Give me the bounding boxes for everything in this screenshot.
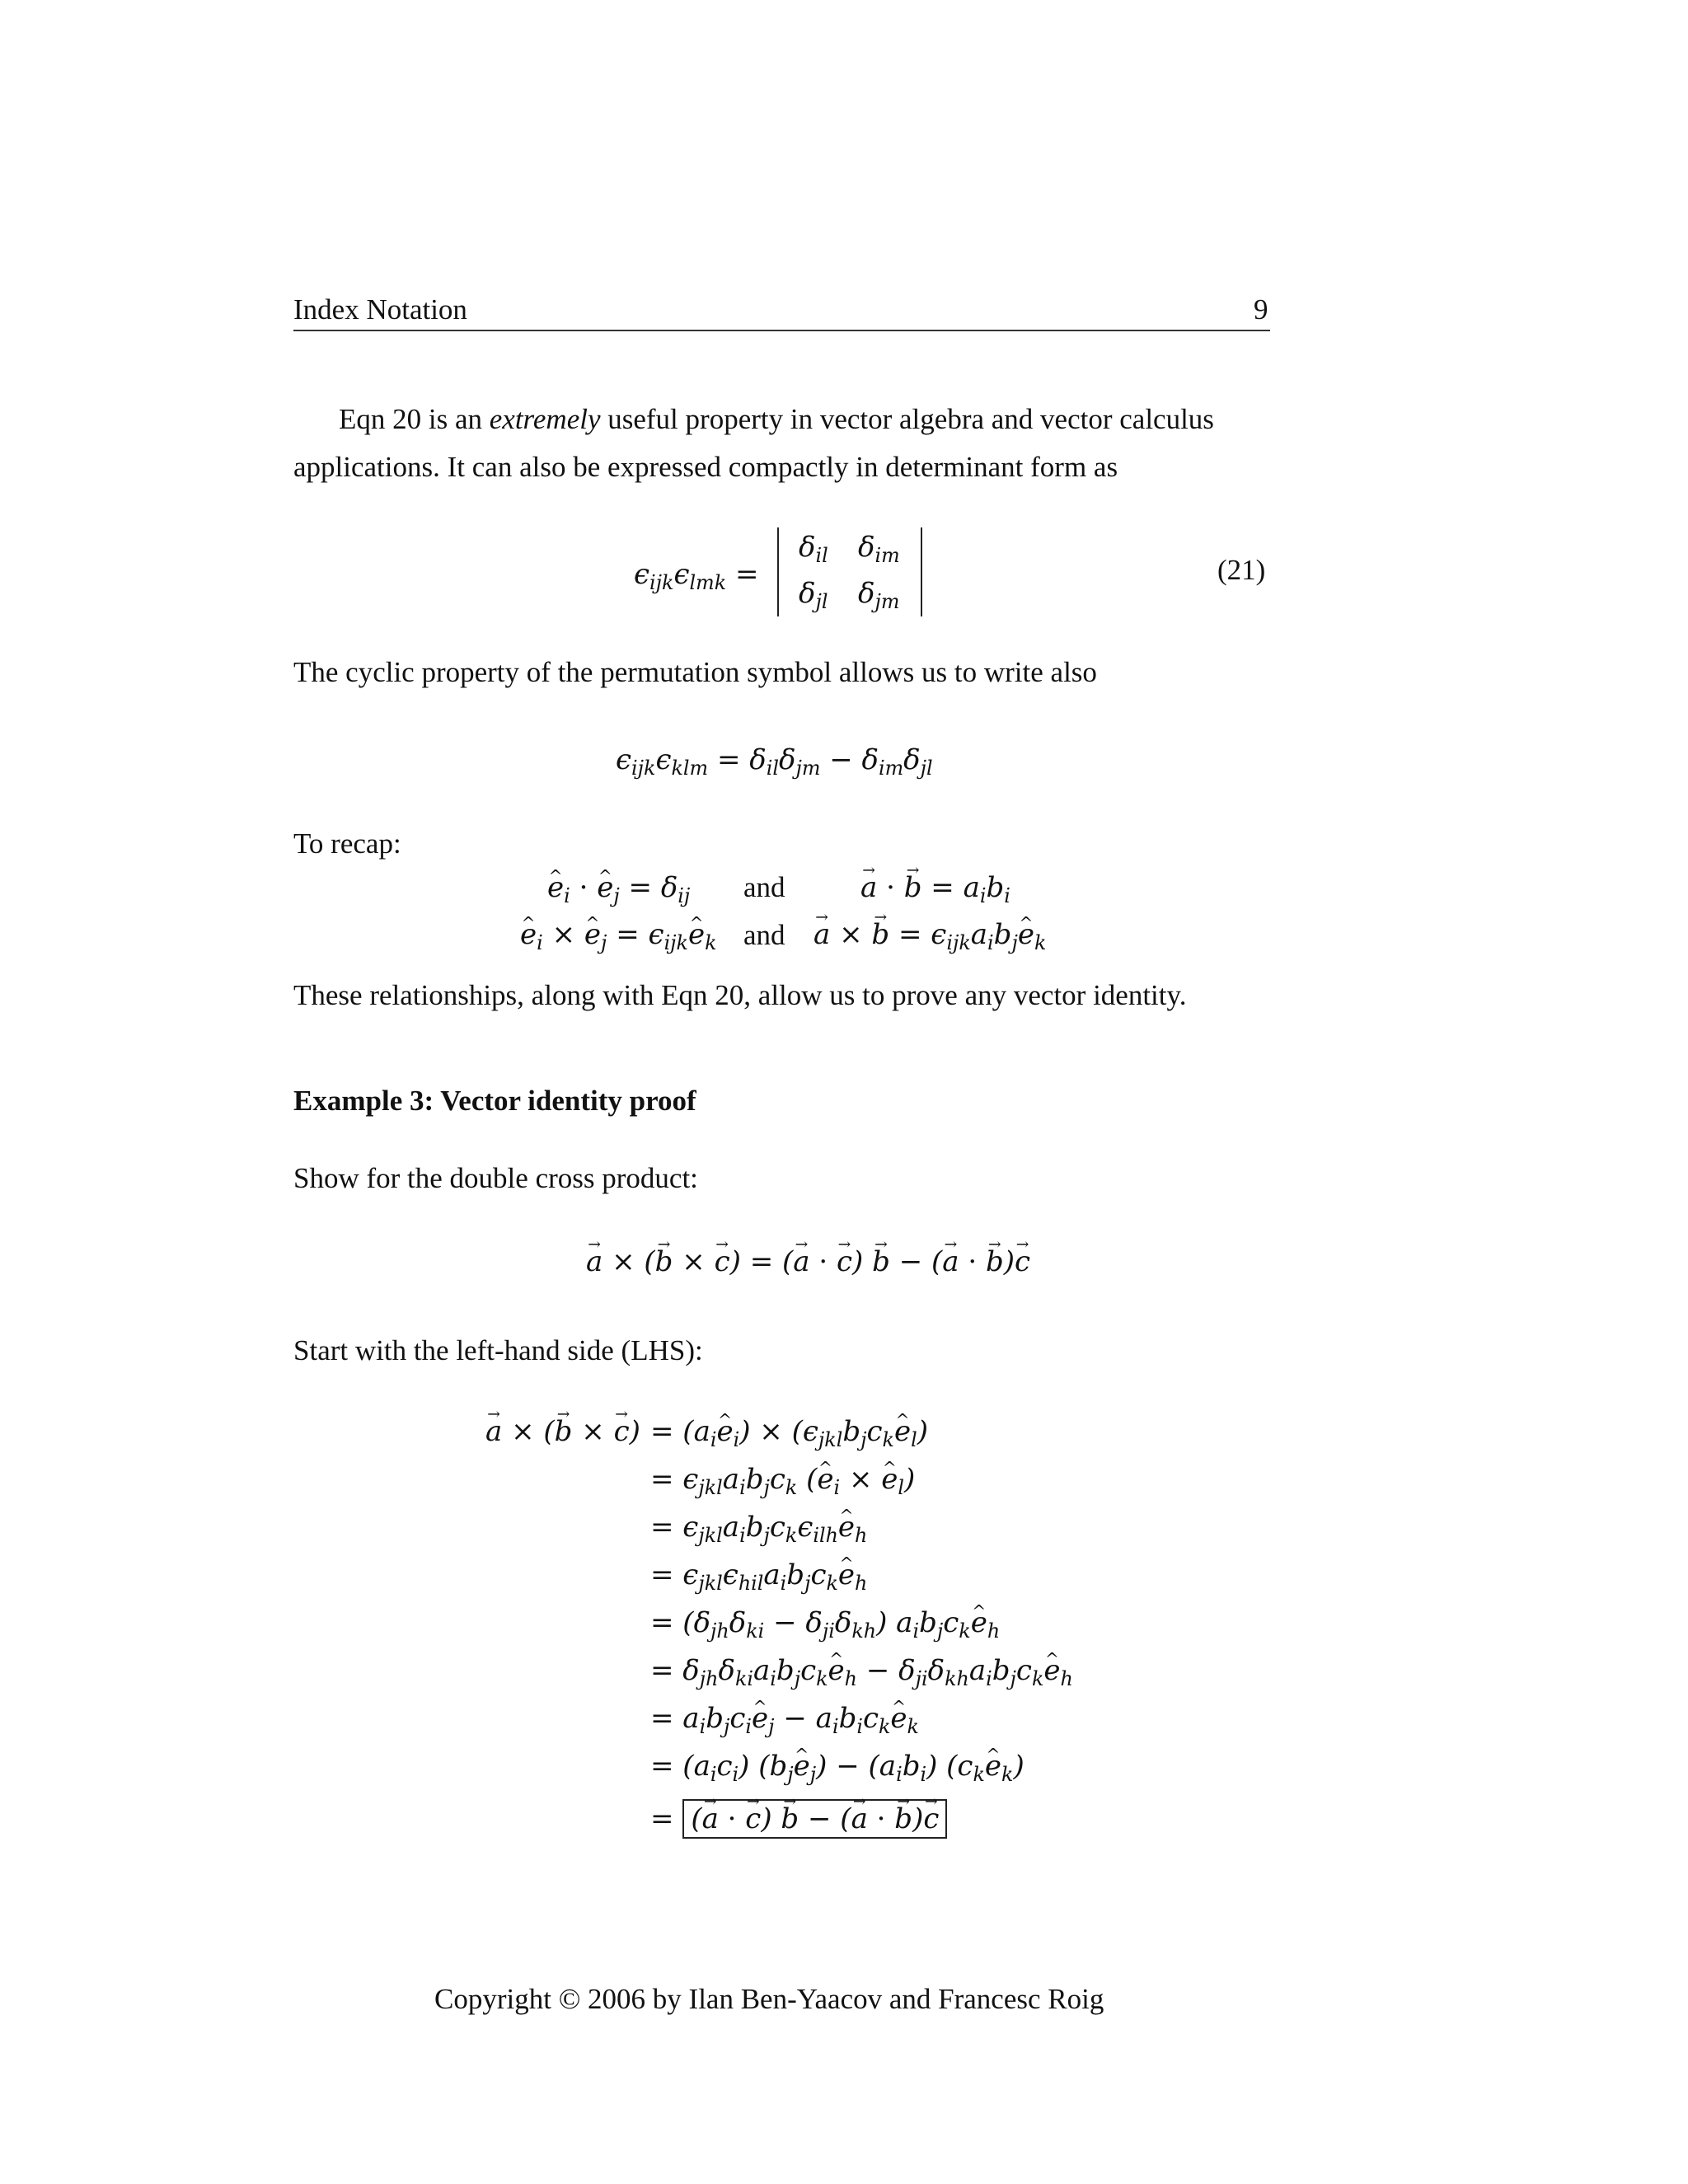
derivation-step: = $\epsilon_{jkl}a_ib_jc_k\epsilon_{ilh}e$ $\^{}_h$ <box>650 1513 867 1541</box>
derivation-step: = ($a_ie$ $\^{}_i) \times (\epsilon_{jkl}b_jc_ke$ $\^{}_l$) <box>650 1418 928 1446</box>
recap-and: and <box>743 871 785 903</box>
paragraph-text: Eqn 20 is an <box>339 403 490 435</box>
copyright-footer: Copyright © 2006 by Ilan Ben-Yaacov and Francesc Roig <box>434 1983 1104 2015</box>
header-rule <box>293 330 1270 331</box>
recap-eq-dot-basis: e $\^{}_i \cdot e$ $\^{}_j = \delta_{ij}$ <box>547 874 690 902</box>
derivation-step: = $a_ib_jc_ie$ $\^{}_j - a_ib_ic_ke$ $\^{}_k$ <box>650 1704 919 1732</box>
equation-cyclic: $\epsilon_{ijk}\epsilon_{klm} = \delta_{il}\delta_{jm} - \delta_{im}\delta_{jl}$ <box>616 743 933 780</box>
det-entry: $\delta_{jl}$ <box>799 577 828 614</box>
eq21-determinant <box>777 527 922 616</box>
derivation-step: = $\epsilon_{jkl}a_ib_jc_k$ (e $\^{}_i \times e$ $\^{}_l$) <box>650 1465 915 1493</box>
equation-number: (21) <box>1217 554 1266 586</box>
boxed-result: (a → · c →) b → − (a → · b →)c → <box>682 1799 947 1839</box>
det-entry: $\delta_{im}$ <box>858 531 900 568</box>
equation-double-cross: a → × (b → × c →) = (a → · c →) b → − (a → · b →)c → <box>586 1248 1030 1276</box>
paragraph-show: Show for the double cross product: <box>293 1162 698 1194</box>
derivation-step: = $\epsilon_{jkl}\epsilon_{hil}a_ib_jc_ke$ $\^{}_h$ <box>650 1561 867 1589</box>
eq21-lhs: $\epsilon_{ijk}\epsilon_{lmk}$ = <box>634 558 759 595</box>
recap-eq-dot-product: a → · b → = $a_ib_i$ <box>860 874 1010 902</box>
running-header-title: Index Notation <box>293 293 467 326</box>
derivation-lhs: a → × (b → × c →) <box>485 1418 640 1446</box>
example-heading: Example 3: Vector identity proof <box>293 1085 696 1117</box>
derivation-step: = $\delta_{jh}\delta_{ki}a_ib_jc_ke$ $\^{}_h - \delta_{ji}\delta_{kh}a_ib_jc_ke$ $\^{}_h$ <box>650 1657 1073 1685</box>
emphasis-text: extremely <box>489 403 601 435</box>
recap-label: To recap: <box>293 827 401 860</box>
paragraph-start-lhs: Start with the left-hand side (LHS): <box>293 1334 703 1366</box>
det-entry: $\delta_{il}$ <box>799 531 828 568</box>
recap-eq-cross-product: a → × b → = $\epsilon_{ijk}a_ib_je$ $\^{}_k$ <box>814 921 1046 949</box>
recap-eq-cross-basis: e $\^{}_i \times e$ $\^{}_j = \epsilon_{ijk}e$ $\^{}_k$ <box>520 921 717 949</box>
derivation-final: = (a → · c →) b → − (a → · b →)c → <box>650 1805 947 1833</box>
paragraph-cyclic: The cyclic property of the permutation symbol allows us to write also <box>293 656 1097 688</box>
paragraph-text: useful property in vector algebra and vector calculus <box>600 403 1214 435</box>
derivation-step: = $(a_ic_i)$ ($b_je$ $\^{}_j) - (a_ib_i)$ ($c_ke$ $\^{}_k$) <box>650 1752 1025 1780</box>
recap-and: and <box>743 919 785 951</box>
paragraph-line-1 <box>339 405 1214 434</box>
det-entry: $\delta_{jm}$ <box>858 577 900 614</box>
derivation-step: = $(\delta_{jh}\delta_{ki} - \delta_{ji}\delta_{kh})$ $a_ib_jc_ke$ $\^{}_h$ <box>650 1609 1000 1637</box>
paragraph-relationships: These relationships, along with Eqn 20, allow us to prove any vector identity. <box>293 979 1187 1011</box>
paragraph-line-2: applications. It can also be expressed compactly in determinant form as <box>293 451 1118 483</box>
page-number: 9 <box>1254 293 1268 326</box>
